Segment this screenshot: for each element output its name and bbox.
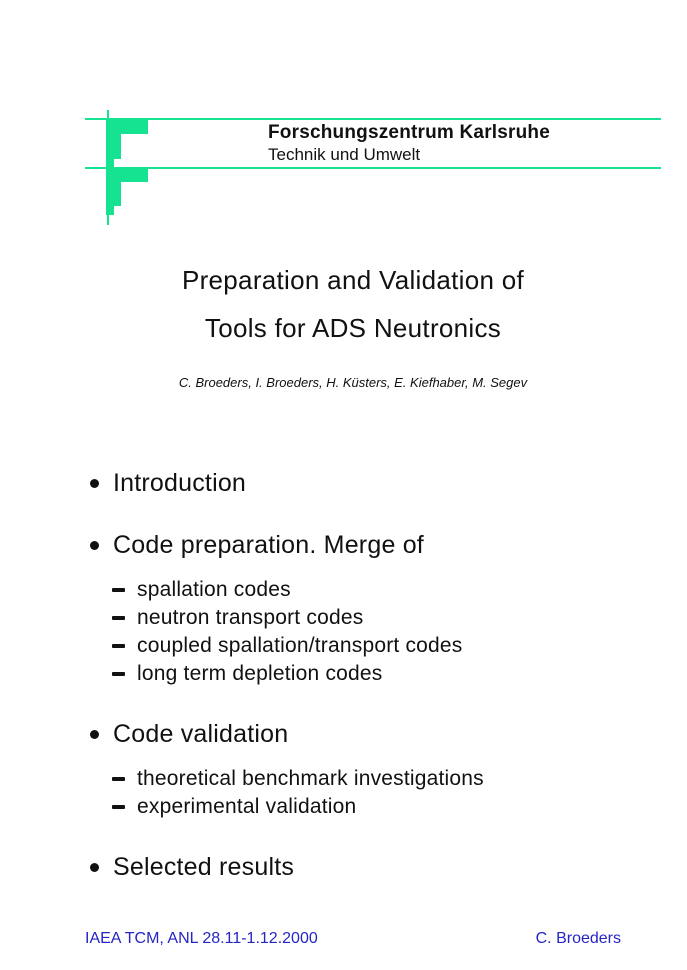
slide-title-line1: Preparation and Validation of (181, 265, 525, 295)
logo-lower-notch (106, 206, 114, 215)
outline-subitem-label: spallation codes (137, 578, 291, 601)
footer-author: C. Broeders (535, 930, 621, 947)
header-text-block (268, 122, 550, 165)
outline-item-label: Code preparation. Merge of (113, 531, 424, 559)
logo-upper-bar (106, 118, 121, 159)
dash-icon (112, 616, 125, 620)
authors-line: C. Broeders, I. Broeders, H. Küsters, E. Kiefhaber, M. Segev (178, 375, 528, 390)
logo-upper-notch (106, 159, 114, 167)
outline-subitem-label: coupled spallation/transport codes (137, 634, 463, 657)
outline-item-label: Introduction (113, 469, 247, 497)
header-rule-top (85, 118, 661, 120)
footer (85, 929, 621, 948)
outline-subitem (90, 660, 610, 688)
logo-lower-bar (106, 167, 121, 206)
outline-item (90, 720, 610, 748)
org-name: Forschungszentrum Karlsruhe (268, 122, 551, 143)
header-rule-bottom (85, 167, 661, 169)
outline-item-label: Code validation (113, 720, 289, 748)
outline-subitem (90, 765, 610, 793)
bullet-icon (90, 730, 99, 739)
outline-item-label: Selected results (113, 853, 295, 881)
dash-icon (112, 805, 125, 809)
outline-sublist (90, 765, 610, 821)
org-division: Technik und Umwelt (268, 145, 421, 164)
dash-icon (112, 588, 125, 592)
outline-item (90, 469, 610, 497)
slide-title-line2: Tools for ADS Neutronics (204, 313, 502, 343)
outline-subitem (90, 793, 610, 821)
outline-subitem-label: long term depletion codes (137, 662, 383, 685)
dash-icon (112, 672, 125, 676)
outline-sublist (90, 576, 610, 688)
dash-icon (112, 777, 125, 781)
title-block (22, 265, 684, 391)
outline (90, 469, 610, 881)
bullet-icon (90, 863, 99, 872)
outline-subitem (90, 632, 610, 660)
bullet-icon (90, 541, 99, 550)
dash-icon (112, 644, 125, 648)
outline-item (90, 853, 610, 881)
outline-subitem (90, 576, 610, 604)
outline-subitem (90, 604, 610, 632)
outline-item (90, 531, 610, 559)
bullet-icon (90, 479, 99, 488)
footer-conference: IAEA TCM, ANL 28.11-1.12.2000 (85, 930, 318, 947)
outline-subitem-label: experimental validation (137, 795, 357, 818)
outline-subitem-label: neutron transport codes (137, 606, 364, 629)
outline-subitem-label: theoretical benchmark investigations (137, 767, 484, 790)
